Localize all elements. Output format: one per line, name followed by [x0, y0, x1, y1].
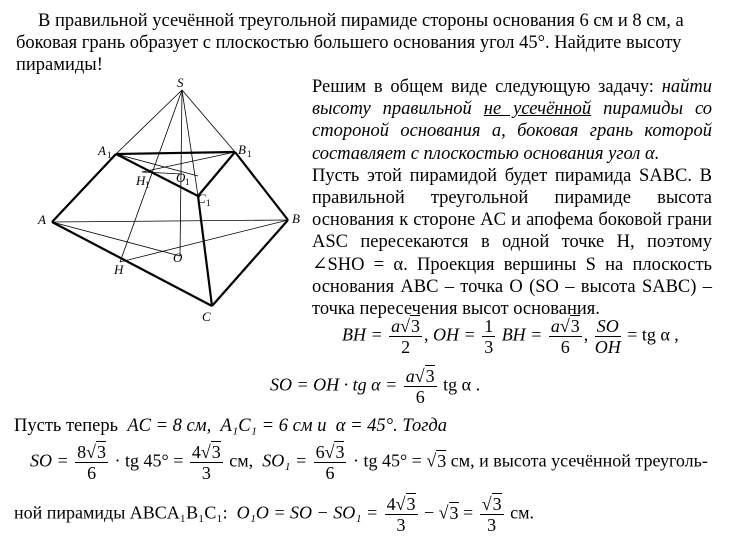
svg-text:1: 1	[247, 149, 252, 159]
label-o: O	[173, 250, 183, 265]
label-c1: C	[197, 191, 206, 206]
label-h: H	[114, 262, 124, 277]
problem-line-1: В правильной усечённой треугольной пирамиде стороны основания 6 см и 8 см, а	[38, 11, 684, 31]
svg-text:1: 1	[206, 198, 211, 208]
svg-text:1: 1	[107, 150, 112, 160]
label-b: B	[292, 211, 300, 226]
formula-bh: BH = $\frac{a√3}{2}$ , OH = $\frac{1}{3}$ BH = $\frac{a√3}{6}$ , $\frac{SO}{OH}$ = tg α ,	[342, 316, 679, 357]
given-line: Пусть теперь AC = 8 см, A₁C₁ = 6 см и α = 45°. Тогда	[14, 416, 448, 436]
pyramid-figure	[30, 76, 312, 326]
label-s: S	[177, 76, 184, 90]
result-line-1: SO = $\frac{8√3}{6}$ · tg 45° = $\frac{4√3}{3}$ см, SO₁ = $\frac{6√3}{6}$ · tg 45° = √3 см, и высота усечённой треуголь-	[30, 442, 708, 483]
sol-p1-d: пирамиды со стороной основания a, боковая грань которой составляет с плоскостью основания угол α.	[312, 99, 712, 164]
sol-p2: Пусть этой пирамидой будет пирамида SABC. В правильной треугольной пирамиде высота основания к стороне AC и апофема боковой грани ASC пересекаются в одной точке H, поэтому ∠SHO = α. Проекция вершины S на плоскость основания ABC – точка O (SO – высота SABC) – точка пересечения высот основания.	[312, 165, 712, 320]
label-b1: B	[238, 142, 246, 157]
problem-statement	[16, 10, 716, 76]
sol-p1-a: Решим в общем виде следующую задачу:	[312, 77, 662, 97]
label-a1: A	[98, 143, 106, 158]
sol-p1-c: не усечённой	[483, 99, 592, 120]
svg-text:1: 1	[185, 177, 190, 187]
formula-so: SO = OH · tg α = $\frac{a√3}{6}$ tg α .	[270, 366, 481, 407]
sol-p1-b: найти высоту правильной	[312, 77, 712, 120]
label-h1: H	[136, 173, 146, 188]
label-o1: O	[176, 170, 186, 185]
solution-text	[312, 76, 712, 320]
problem-line-2: боковая грань образует с плоскостью большего основания угол 45°. Найдите высоту	[16, 33, 682, 53]
problem-line-3: пирамиды!	[16, 55, 103, 75]
label-a: A	[38, 212, 46, 227]
result-line-2: ной пирамиды ABCA₁B₁C₁: O₁O = SO − SO₁ = $\frac{4√3}{3}$ − √3 = $\frac{√3}{3}$ см.	[14, 494, 534, 535]
svg-text:1: 1	[145, 180, 150, 190]
label-c: C	[202, 309, 211, 324]
